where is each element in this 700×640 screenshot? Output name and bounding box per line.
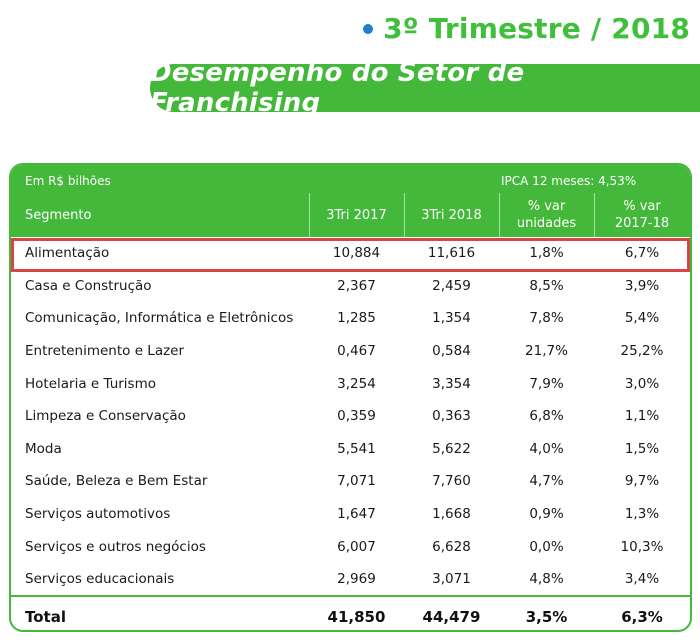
segment-cell: Entretenimento e Lazer — [25, 343, 185, 360]
segment-cell: Serviços automotivos — [25, 506, 171, 523]
segment-cell: Serviços educacionais — [25, 571, 175, 588]
var-units-cell: 4,0% — [529, 440, 564, 457]
segment-cell: Moda — [25, 440, 62, 457]
header-line: unidades — [516, 216, 577, 231]
total-var-units: 3,5% — [525, 607, 568, 626]
var-revenue-cell: 10,3% — [620, 538, 664, 555]
column-divider — [404, 193, 405, 237]
table-row — [11, 498, 690, 531]
table-body — [11, 237, 690, 596]
segment-column-header — [25, 193, 91, 237]
t2017-column-header — [309, 193, 404, 237]
section-banner — [150, 58, 700, 118]
table-row — [11, 530, 690, 563]
header-line: % var — [527, 199, 566, 214]
var-units-cell: 6,8% — [529, 408, 564, 425]
total-t2017: 41,850 — [327, 607, 386, 626]
var-units-cell: 4,8% — [529, 571, 564, 588]
t2018-cell: 5,622 — [432, 440, 471, 457]
segment-cell: Hotelaria e Turismo — [25, 375, 156, 392]
header-line: % var — [623, 199, 661, 214]
ipca-note: IPCA 12 meses: 4,53% — [501, 174, 637, 188]
t2018-cell: 1,668 — [432, 506, 471, 523]
t2018-cell: 2,459 — [432, 277, 471, 294]
column-divider — [499, 193, 500, 237]
t2018-cell: 6,628 — [432, 538, 471, 555]
segment-cell: Alimentação — [25, 245, 110, 262]
t2018-cell: 3,354 — [432, 375, 471, 392]
var-units-cell: 8,5% — [529, 277, 564, 294]
var-revenue-cell: 25,2% — [620, 343, 664, 360]
total-label: Total — [25, 607, 66, 626]
t2017-cell: 0,467 — [337, 343, 376, 360]
table-row — [11, 563, 690, 596]
t2017-cell: 10,884 — [332, 245, 381, 262]
t2017-cell: 2,969 — [337, 571, 376, 588]
table-row — [11, 465, 690, 498]
var-revenue-cell: 3,0% — [624, 375, 660, 392]
bullet-icon — [363, 24, 373, 34]
table-row — [11, 367, 690, 400]
var-revenue-cell: 5,4% — [624, 310, 660, 327]
t2017-cell: 5,541 — [337, 440, 376, 457]
t2017-cell: 6,007 — [337, 538, 376, 555]
segment-cell: Casa e Construção — [25, 277, 152, 294]
var-units-cell: 0,0% — [529, 538, 564, 555]
var-units-cell: 4,7% — [529, 473, 564, 490]
t2018-cell: 1,354 — [432, 310, 471, 327]
table-meta-row — [11, 165, 690, 193]
total-row — [11, 595, 690, 632]
var-units-column-header — [499, 193, 594, 237]
table-row-highlighted — [11, 237, 690, 270]
table-header-row — [11, 193, 690, 237]
segment-cell: Serviços e outros negócios — [25, 538, 206, 555]
var-revenue-cell: 9,7% — [624, 473, 660, 490]
t2018-cell: 7,760 — [432, 473, 471, 490]
total-t2018: 44,479 — [422, 607, 481, 626]
t2018-column-header — [404, 193, 499, 237]
t2017-cell: 3,254 — [337, 375, 376, 392]
var-revenue-column-header — [594, 193, 690, 237]
unit-note: Em R$ bilhões — [25, 174, 111, 188]
t2017-cell: 2,367 — [337, 277, 376, 294]
table-row — [11, 270, 690, 303]
table-row — [11, 302, 690, 335]
header-line: 3Tri 2018 — [421, 207, 482, 223]
var-revenue-cell: 6,7% — [624, 245, 660, 262]
t2017-cell: 0,359 — [337, 408, 376, 425]
t2017-cell: 7,071 — [337, 473, 376, 490]
var-units-cell: 7,8% — [529, 310, 564, 327]
column-divider — [309, 193, 310, 237]
table-row — [11, 433, 690, 466]
var-revenue-cell: 3,9% — [624, 277, 660, 294]
t2018-cell: 11,616 — [427, 245, 476, 262]
var-revenue-cell: 1,3% — [624, 506, 660, 523]
table-row — [11, 400, 690, 433]
franchising-table — [9, 163, 692, 632]
t2018-cell: 3,071 — [432, 571, 471, 588]
var-units-cell: 0,9% — [529, 506, 564, 523]
var-revenue-cell: 1,5% — [624, 440, 660, 457]
t2017-cell: 1,647 — [337, 506, 376, 523]
var-units-cell: 1,8% — [529, 245, 564, 262]
banner-title: Desempenho do Setor de Franchising — [150, 58, 525, 118]
t2018-cell: 0,584 — [432, 343, 471, 360]
period-title: 3º Trimestre / 2018 — [383, 12, 690, 45]
header-line: 3Tri 2017 — [326, 207, 387, 223]
column-divider — [594, 193, 595, 237]
segment-cell: Limpeza e Conservação — [25, 408, 186, 425]
var-units-cell: 7,9% — [529, 375, 564, 392]
total-var-revenue: 6,3% — [621, 607, 663, 626]
var-revenue-cell: 3,4% — [624, 571, 660, 588]
t2017-cell: 1,285 — [337, 310, 376, 327]
header-line: Segmento — [25, 207, 92, 223]
header-line: 2017-18 — [614, 216, 670, 231]
table-row — [11, 335, 690, 368]
segment-cell: Saúde, Beleza e Bem Estar — [25, 473, 208, 490]
var-revenue-cell: 1,1% — [624, 408, 660, 425]
period-heading — [363, 12, 690, 45]
t2018-cell: 0,363 — [432, 408, 471, 425]
var-units-cell: 21,7% — [525, 343, 568, 360]
segment-cell: Comunicação, Informática e Eletrônicos — [25, 310, 294, 327]
